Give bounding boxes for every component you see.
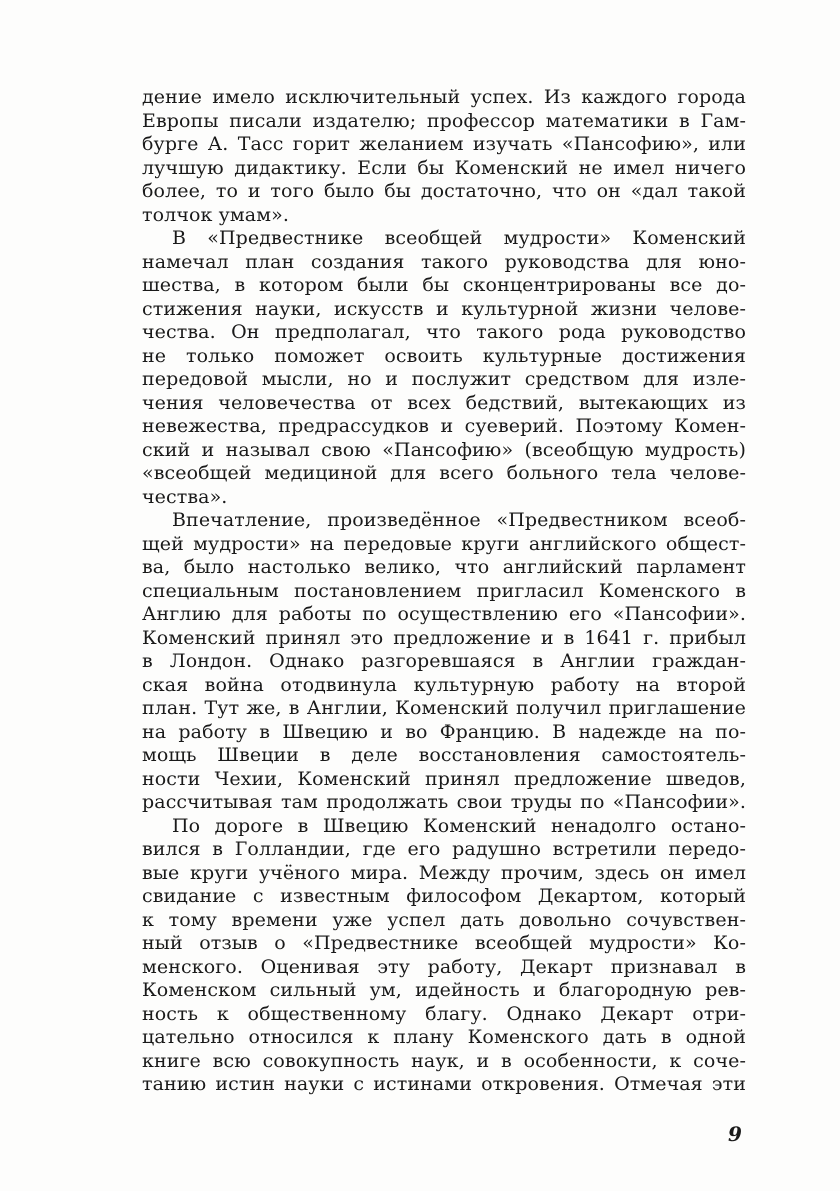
text-line: вые круги учёного мира. Между прочим, здесь он имел: [142, 861, 746, 884]
text-line: передовой мысли, но и послужит средством для изле-: [142, 368, 746, 390]
text-line: чества. Он предполагал, что такого рода руководство: [142, 321, 746, 343]
text-line: Коменском сильный ум, идейность и благородную рев-: [142, 979, 746, 1001]
text-line: книге всю совокупность наук, и в особенности, к соче-: [142, 1049, 746, 1072]
text-line: Европы писали издателю; профессор математики в Гам-: [142, 109, 746, 132]
text-line: толчок умам».: [142, 203, 289, 226]
text-line: не только поможет освоить культурные достижения: [142, 344, 746, 367]
text-line: специальным постановлением пригласил Коменского в: [142, 579, 746, 602]
text-line: ва, было настолько велико, что английский парламент: [142, 556, 746, 578]
text-line: план. Тут же, в Англии, Коменский получил приглашение: [142, 697, 746, 719]
text-line: ность к общественному благу. Однако Декарт отри-: [142, 1002, 746, 1025]
text-line: свидание с известным философом Декартом, который: [142, 885, 746, 907]
text-line: невежества, предрассудков и суеверий. Поэтому Комен-: [142, 415, 746, 437]
text-line: дение имело исключительный успех. Из каждого города: [142, 86, 746, 108]
text-line: стижения науки, искусств и культурной жизни челове-: [142, 297, 746, 320]
text-line: По дороге в Швецию Коменский ненадолго остано-: [172, 814, 746, 837]
text-line: ская война отодвинула культурную работу на второй: [142, 673, 746, 696]
text-line: Впечатление, произведённое «Предвестником всеоб-: [172, 509, 746, 531]
text-line: на работу в Швецию и во Францию. В надежде на по-: [142, 720, 746, 743]
text-line: ности Чехии, Коменский принял предложение шведов,: [142, 767, 746, 790]
text-line: к тому времени уже успел дать довольно сочувствен-: [142, 908, 746, 931]
text-line: намечал план создания такого руководства для юно-: [142, 250, 746, 273]
text-line: ский и называл свою «Пансофию» (всеобщую мудрость): [142, 438, 746, 461]
text-line: Коменский принял это предложение и в 1641 г. прибыл: [142, 626, 746, 649]
text-line: танию истин науки с истинами откровения. Отмечая эти: [142, 1073, 746, 1095]
body-text: [142, 86, 746, 1097]
text-line: более, то и того было бы достаточно, что он «дал такой: [142, 180, 746, 202]
text-line: «всеобщей медициной для всего больного тела челове-: [142, 462, 746, 484]
text-line: рассчитывая там продолжать свои труды по «Пансофии».: [142, 791, 746, 813]
text-line: бурге А. Тасс горит желанием изучать «Пансофию», или: [142, 133, 746, 155]
text-line: В «Предвестнике всеобщей мудрости» Коменский: [172, 227, 746, 249]
text-line: чества».: [142, 485, 228, 508]
text-line: шества, в котором были бы сконцентрированы все до-: [142, 274, 746, 296]
text-line: вился в Голландии, где его радушно встретили передо-: [142, 838, 746, 860]
text-line: лучшую дидактику. Если бы Коменский не имел ничего: [142, 156, 746, 179]
page-number: 9: [728, 1122, 742, 1146]
text-line: мощь Швеции в деле восстановления самостоятель-: [142, 744, 746, 766]
text-line: щей мудрости» на передовые круги английского общест-: [142, 532, 746, 555]
text-line: в Лондон. Однако разгоревшаяся в Англии граждан-: [142, 650, 746, 672]
text-line: менского. Оценивая эту работу, Декарт признавал в: [142, 955, 746, 978]
text-line: цательно относился к плану Коменского дать в одной: [142, 1026, 746, 1048]
text-line: чения человечества от всех бедствий, вытекающих из: [142, 391, 746, 414]
text-line: ный отзыв о «Предвестнике всеобщей мудрости» Ко-: [142, 932, 746, 954]
text-line: Англию для работы по осуществлению его «Пансофии».: [142, 603, 746, 625]
